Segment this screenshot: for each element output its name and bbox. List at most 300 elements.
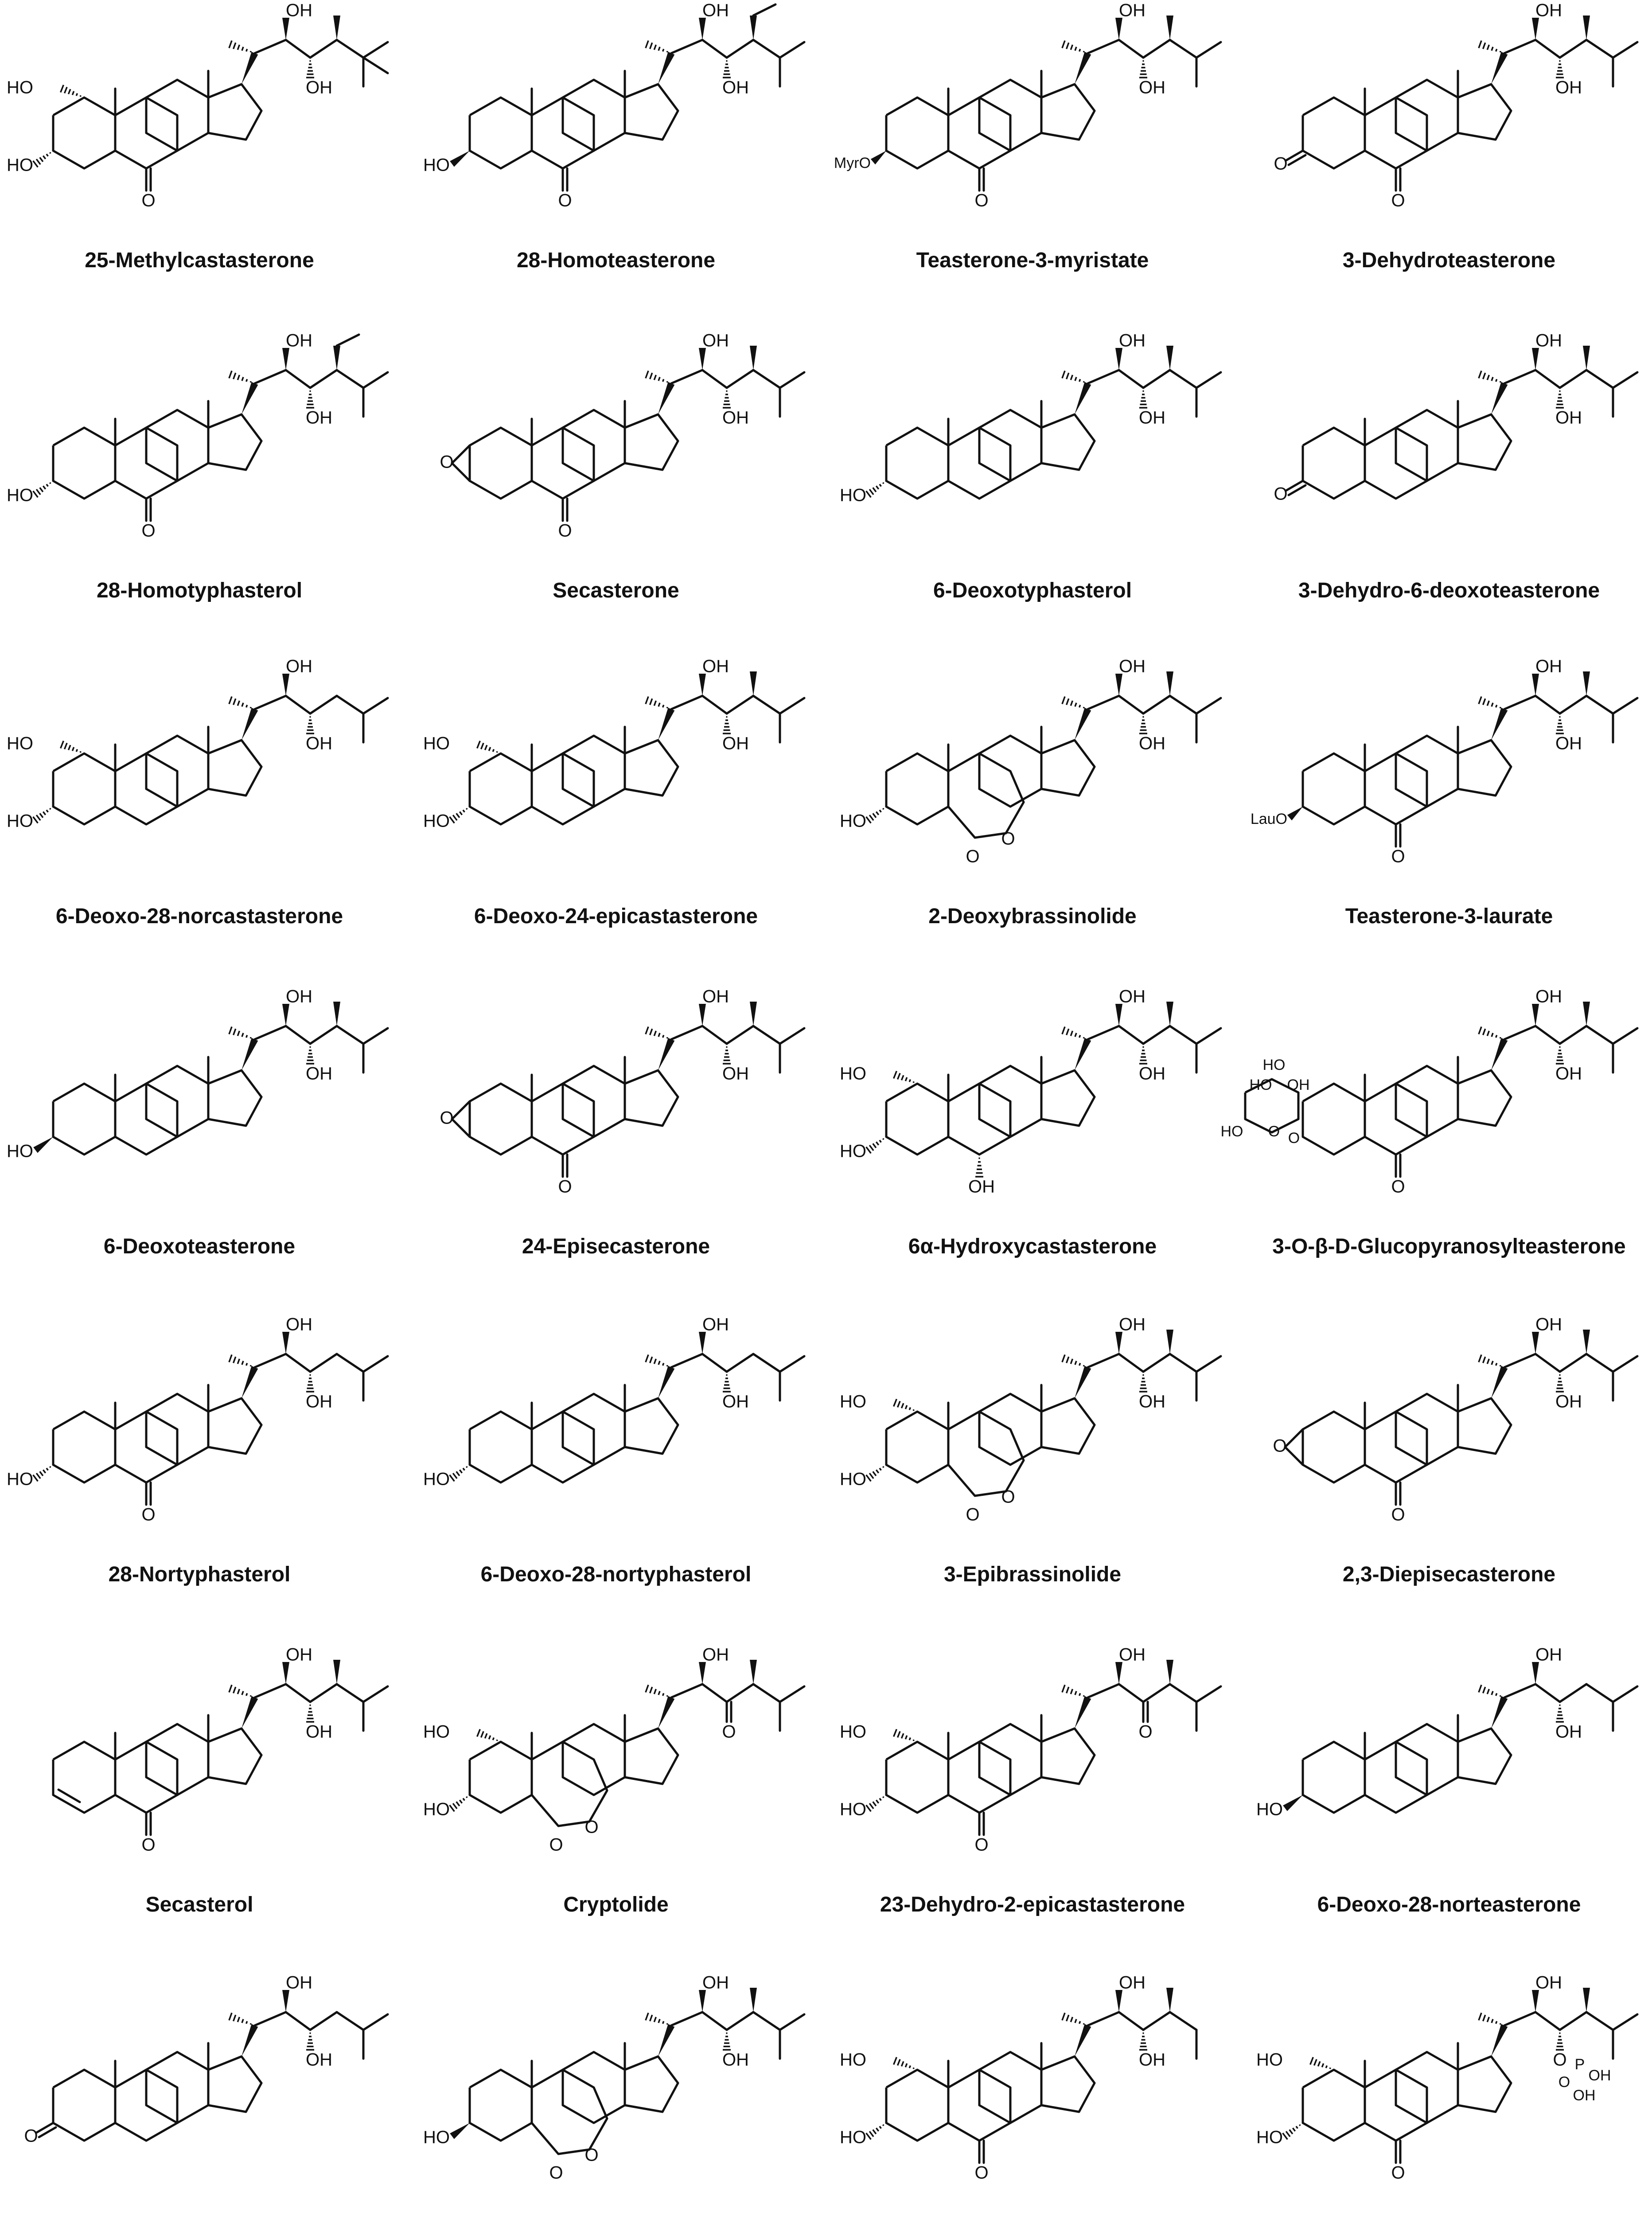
c24-substituent [1166,1660,1173,1684]
bond [727,696,753,714]
phosphate-hydroxyl: OH [1588,2067,1611,2084]
compound-name: 2,3-Diepisecasterone [1342,1563,1556,1586]
bond [1170,1026,1196,1044]
structure-diagram [1250,1314,1648,1562]
bond [1586,40,1613,58]
bond [702,696,727,714]
compound-name: 6-Deoxo-28-norteasterone [1317,1893,1581,1916]
lactone-ring-oxygen: O [584,1817,599,1837]
c21-methyl [1062,1685,1084,1697]
side-chain-wedge [658,52,674,84]
compound-name: 6-Deoxoteasterone [103,1235,296,1258]
epoxide-oxygen: O [440,1108,454,1128]
structure-diagram [833,330,1232,578]
c24-substituent [1583,671,1590,696]
c3-hash [450,1467,468,1481]
bond [1504,1026,1535,1039]
bond [363,2014,388,2030]
c23-hash [306,391,314,408]
steroid-skeleton [440,331,804,541]
bond [753,2012,780,2030]
c22-substituent: OH [286,987,312,1007]
bond [1119,40,1143,58]
bond [1088,1354,1119,1367]
steroid-skeleton [1256,1973,1637,2183]
structure-diagram [417,986,815,1234]
c21-methyl [646,2013,667,2025]
ring-a [470,753,532,824]
c22-substituent: OH [1119,1315,1145,1334]
bond [337,2012,363,2030]
ring-a [886,98,948,168]
compound-card [1250,656,1648,966]
structure-diagram [833,1644,1232,1892]
compound-card [833,986,1232,1296]
c3-wedge [1283,1795,1303,1811]
ethyl-bond [753,4,775,16]
c3-substituent: HO [7,811,33,831]
c24-substituent [1166,1330,1173,1354]
side-chain-wedge [1075,2024,1091,2056]
ring-d [208,84,261,140]
bond [310,370,337,388]
c23-substituent: OH [1139,2050,1165,2070]
c21-methyl [1062,41,1084,53]
bond [1560,40,1586,58]
bond [1535,1026,1560,1044]
c22-wedge [699,18,706,40]
structure-diagram [417,1644,815,1892]
c6-oxygen: O [141,521,156,541]
c3-substituent: HO [840,811,866,831]
steroid-skeleton [834,1,1221,211]
c2-hash [477,741,498,753]
side-chain-wedge [658,382,674,414]
bond [1586,1684,1613,1702]
c23-substituent: OH [722,733,749,753]
side-chain-wedge [658,708,674,740]
lactone-ring-oxygen: O [1001,1487,1015,1507]
c3-substituent: HO [840,1141,866,1161]
c23-substituent: OH [306,1064,332,1084]
c23-hash [306,1375,314,1392]
c6-oxygen: O [974,2163,989,2183]
bond [286,696,310,714]
c24-substituent [1166,346,1173,370]
steroid-skeleton [423,657,804,831]
bond [310,696,337,714]
bond [1535,370,1560,388]
c22-wedge [282,1004,289,1026]
bond [1143,40,1170,58]
c23-substituent: OH [1555,733,1582,753]
c2-substituent: HO [840,2050,866,2070]
c23-hash [1139,61,1147,78]
bond [753,1026,780,1044]
c3-substituent: HO [423,811,450,831]
c22-wedge [282,674,289,696]
bond [255,1684,286,1697]
c22-substituent: OH [702,1315,729,1334]
side-chain-wedge [1075,382,1091,414]
ring-d [1041,2056,1095,2112]
structure-diagram [417,0,815,248]
side-chain-wedge [1491,52,1508,84]
c23-substituent: OH [306,2050,332,2070]
side-chain-wedge [242,1366,258,1398]
compound-name: 23-Dehydro-2-epicastasterone [880,1893,1185,1916]
c3-hash [866,1797,884,1811]
c22-wedge [699,674,706,696]
c23-substituent: O [1553,2050,1567,2070]
side-chain-wedge [1491,382,1508,414]
bond [1613,42,1637,58]
c22-substituent: OH [286,1973,312,1993]
c24-substituent [333,1660,340,1684]
c22-wedge [282,1332,289,1354]
c22-substituent: OH [286,0,312,20]
bond [780,1028,804,1044]
c22-substituent: OH [1119,987,1145,1007]
c23-substituent: OH [306,733,332,753]
c3-substituent: HO [840,1469,866,1489]
bond [1504,1354,1535,1367]
side-chain-wedge [1075,1696,1091,1728]
side-chain-wedge [1491,1366,1508,1398]
c3-ester: MyrO [834,154,871,172]
compound-name: 25-Methylcastasterone [85,249,314,272]
c22-substituent: OH [702,1645,729,1665]
c3-substituent: HO [7,485,33,505]
bond [1535,1354,1560,1372]
compound-card [417,330,815,640]
c23-hash [1556,61,1564,78]
c3-substituent: HO [423,1799,450,1819]
epoxide-bond [452,1119,470,1137]
bond [780,42,804,58]
c22-wedge [1115,348,1122,370]
c22-substituent: OH [1119,656,1145,676]
ring-d [625,1728,678,1784]
compound-card [0,986,399,1296]
structure-diagram [833,0,1232,248]
c6-oxygen: O [558,521,572,541]
steroid-skeleton [440,987,804,1197]
c21-methyl [1479,697,1500,709]
ring-d [1458,740,1511,796]
structure-diagram [0,0,399,248]
ring-d [625,1070,678,1126]
compound-card [0,656,399,966]
structure-diagram [833,1972,1232,2216]
steroid-skeleton [1251,657,1637,866]
c23-substituent: OH [1139,1392,1165,1412]
c21-methyl [646,1027,667,1039]
c3-substituent: HO [1256,1799,1283,1819]
bond [1504,2012,1535,2025]
c22-substituent: OH [1119,1973,1145,1993]
c22-wedge [282,18,289,40]
bond [1119,1354,1143,1372]
bond [363,698,388,714]
structure-diagram [1250,330,1648,578]
lactone-carbonyl-oxygen: O [549,2163,563,2183]
bond [1586,1354,1613,1372]
c22-wedge [1115,1662,1122,1684]
c3-substituent: HO [7,155,33,175]
bond [1613,372,1637,388]
ring-d [1041,414,1095,470]
c2-substituent: HO [7,78,33,98]
ring-d [208,740,261,796]
ring-d [1458,1728,1511,1784]
c23-substituent: OH [722,408,749,428]
c22-wedge [1532,18,1539,40]
c21-methyl [646,371,667,383]
bond [286,370,310,388]
bond [286,1684,310,1702]
c23-substituent: OH [1139,1064,1165,1084]
lactone-ring-oxygen: O [584,2145,599,2165]
c24-substituent [750,1660,757,1684]
ring-d [208,2056,261,2112]
compound-card [1220,986,1648,1296]
side-chain-wedge [242,1696,258,1728]
compound-name: 6-Deoxo-24-epicastasterone [474,905,758,928]
compound-card [1250,1314,1648,1624]
steroid-skeleton [423,1,804,211]
bond [702,2012,727,2030]
c23-hash [306,1047,314,1064]
c3-substituent: HO [423,1469,450,1489]
compound-card [0,1644,399,1955]
steroid-skeleton [840,657,1221,866]
c2-hash [61,85,81,97]
ring-d [625,740,678,796]
c3-hash [33,808,51,823]
c23-substituent: O [1138,1722,1153,1742]
c22-wedge [699,1990,706,2012]
ring-a [470,1742,532,1813]
bond [1119,696,1143,714]
side-chain-wedge [1491,708,1508,740]
structure-diagram [0,986,399,1234]
c23-substituent: OH [306,1392,332,1412]
structure-diagram [833,656,1232,904]
bond [337,696,363,714]
c23-hash [723,1375,731,1392]
side-chain-wedge [242,708,258,740]
steroid-skeleton [840,987,1221,1197]
ring-a [886,1084,948,1155]
c23-substituent: OH [722,78,749,98]
c21-methyl [1062,371,1084,383]
c6-oxygen: O [974,191,989,211]
steroid-skeleton [1274,331,1637,504]
structure-diagram [1250,1972,1648,2216]
c2-substituent: HO [423,733,450,753]
bond [1088,1026,1119,1039]
c3-hash [450,1797,468,1811]
bond [255,370,286,383]
c6-oxygen: O [141,1505,156,1525]
bond [1535,1684,1560,1702]
bond [1088,2012,1119,2025]
c21-methyl [229,1355,251,1367]
compound-card [1250,1644,1648,1955]
structure-diagram [0,330,399,578]
bond [286,1026,310,1044]
ring-d [625,84,678,140]
c21-methyl [646,41,667,53]
c24-substituent [1166,1988,1173,2012]
c22-wedge [282,1662,289,1684]
bond [255,40,286,53]
c21-methyl [1479,41,1500,53]
ring-d [1041,1398,1095,1454]
side-chain-wedge [658,1696,674,1728]
ring-a [53,753,115,824]
c3-hash [33,152,51,167]
c22-wedge [1532,1990,1539,2012]
bond [337,1354,363,1372]
side-chain-wedge [1075,52,1091,84]
bond [1613,1686,1637,1702]
c23-substituent: OH [1555,1064,1582,1084]
bond [363,1356,388,1372]
bond [1560,2012,1586,2030]
c23-hash [1556,1375,1564,1392]
c2-hash [894,1729,914,1741]
compound-name: Cryptolide [563,1893,669,1916]
bond [780,1356,804,1372]
c21-methyl [646,697,667,709]
lactone-carbonyl-oxygen: O [549,1835,563,1855]
bond [780,372,804,388]
ring-d [1041,84,1095,140]
ring-d [1458,2056,1511,2112]
c23-hash [1556,1047,1564,1064]
c3-hash [33,1467,51,1481]
c24-substituent [750,671,757,696]
ring-a [886,753,948,824]
c6-oxygen: O [141,191,156,211]
c21-methyl [229,697,251,709]
c22-wedge [1532,1004,1539,1026]
c24-substituent [333,1002,340,1026]
c3-oxygen: O [1274,484,1288,504]
bond [1613,2014,1637,2030]
compound-name: 6-Deoxo-28-nortyphasterol [480,1563,752,1586]
bond [1170,696,1196,714]
ring-d [1458,84,1511,140]
c3-substituent: HO [423,155,450,175]
c2-hash [894,2057,914,2069]
phosphorus: P [1574,2056,1585,2073]
c22-substituent: OH [1119,1645,1145,1665]
ring-d [1458,414,1511,470]
c22-wedge [1532,1332,1539,1354]
steroid-skeleton [1221,987,1638,1197]
steroid-skeleton [423,1645,804,1855]
bond [255,696,286,709]
bond [1088,370,1119,383]
ring-d [208,414,261,470]
bond [1504,1684,1535,1697]
side-chain-wedge [242,382,258,414]
c2-hash [894,1399,914,1411]
c21-methyl [1062,1355,1084,1367]
ring-d [625,414,678,470]
c22-substituent: OH [1535,0,1562,20]
c22-substituent: OH [1535,1973,1562,1993]
c2-hash [1310,2057,1331,2069]
bond [702,1026,727,1044]
c2-substituent: HO [423,1722,450,1742]
epoxide-bond [452,1101,470,1119]
bond [1119,1684,1143,1702]
side-chain-wedge [658,1366,674,1398]
ring-a [53,98,115,168]
bond [671,1354,702,1367]
c22-substituent: OH [702,1973,729,1993]
c3-hash [866,483,884,497]
compound-name: 3-Epibrassinolide [943,1563,1122,1586]
c3-hash [33,483,51,497]
bond [1143,1354,1170,1372]
bond [702,40,727,58]
bond [1143,1026,1170,1044]
c21-methyl [1479,1027,1500,1039]
bond [1170,1684,1196,1702]
bond [1170,2012,1196,2030]
side-chain-wedge [242,52,258,84]
c2-hash [477,1729,498,1741]
bond [1560,1026,1586,1044]
lactone-carbonyl-oxygen: O [966,1505,980,1525]
steroid-skeleton [24,1973,388,2146]
c6-oxygen: O [1391,191,1405,211]
bond [337,40,363,58]
c24-substituent [750,346,757,370]
ring-a [53,2070,115,2141]
compound-name: 6-Deoxotyphasterol [933,579,1132,602]
c3-substituent: HO [840,2127,866,2147]
ring-a [886,428,948,499]
epoxide-bond [1285,1429,1303,1447]
bond [363,1686,388,1702]
glucose-hydroxyl: OH [1287,1076,1310,1093]
ring-a [886,2070,948,2141]
c6-hash [975,1158,983,1177]
c24-substituent [1166,671,1173,696]
steroid-skeleton [840,1315,1221,1525]
compound-name: 3-Dehydro-6-deoxoteasterone [1298,579,1600,602]
c3-substituent: HO [1256,2127,1283,2147]
compound-name: 3-O-β-D-Glucopyranosylteasterone [1272,1235,1626,1258]
c22-substituent: OH [286,1315,312,1334]
c2-substituent: HO [840,1392,866,1412]
bond [671,1684,702,1697]
bond [286,1354,310,1372]
c23-hash [723,391,731,408]
bond [1613,698,1637,714]
structure-diagram [0,656,399,904]
steroid-skeleton [7,1315,388,1525]
side-chain-wedge [1491,2024,1508,2056]
c22-wedge [1115,1990,1122,2012]
c3-wedge [871,151,886,164]
